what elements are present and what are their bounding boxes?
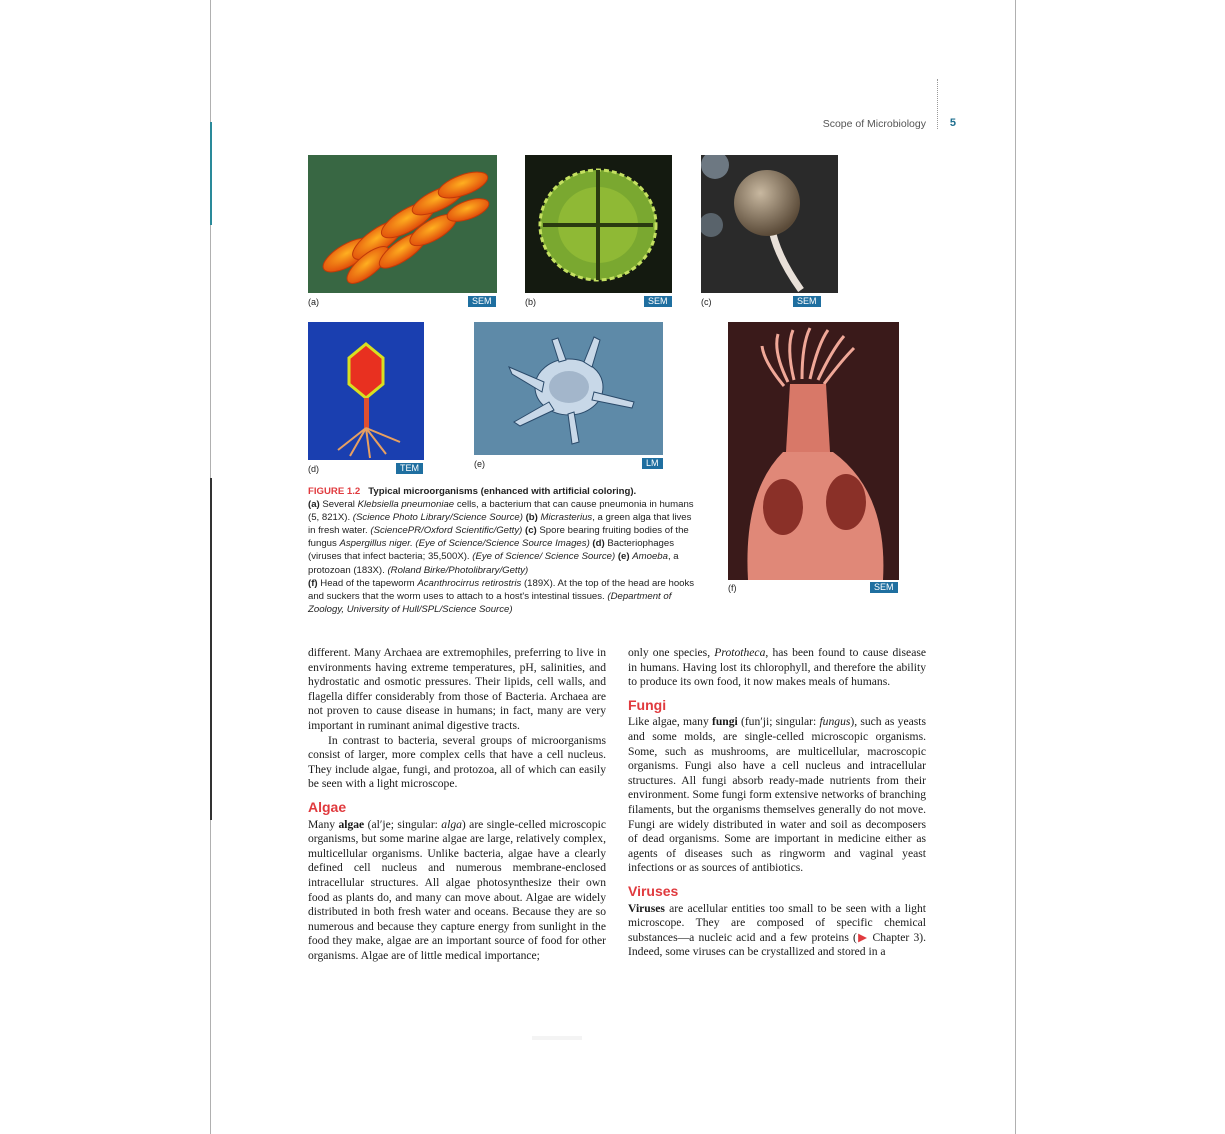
figure-a-image	[308, 155, 497, 293]
page-tab-marker	[210, 122, 212, 225]
figure-a-badge: SEM	[468, 296, 496, 307]
figure-e-badge: LM	[642, 458, 663, 469]
paragraph	[628, 715, 926, 876]
page-right-edge	[1015, 0, 1016, 1134]
section-title: Scope of Microbiology	[822, 118, 926, 130]
page-number: 5	[949, 117, 956, 129]
figure-b-label: (b)	[525, 297, 536, 307]
caption-species: Acanthrocirrus retirostris	[417, 577, 522, 589]
section-heading-algae: Algae	[308, 798, 347, 815]
text-run: ), such as yeasts and some molds, are single-celled microscopic organisms. Some, such as mushrooms, are multicellular, macroscopic organisms. Fungi also have a cell nucleus and intracellular structures. All fungi absorb ready-made nutrients from their environment. Some fungi form extensive networks of branching filaments, but the organisms themselves generally do not move. Fungi are widely distributed in water and soil as decomposers of dead organisms. Some are important in medicine either as agents of diseases such as ringworm and vaginal yeast infections or as sources of antibiotics.	[628, 715, 926, 875]
text-run: (al′je; singular:	[364, 817, 442, 831]
section-heading-fungi: Fungi	[628, 696, 667, 713]
figure-b-badge: SEM	[644, 296, 672, 307]
figure-e-label: (e)	[474, 459, 485, 469]
chapter-reference[interactable]: Chapter 3	[868, 930, 920, 944]
text-run: are acellular entities too small to be seen with a light microscope. They are composed of specific chemical substances—a nucleic acid and a few proteins (	[628, 901, 926, 944]
figure-number: FIGURE 1.2	[308, 486, 361, 497]
caption-credit: (Eye of Science/ Science Source)	[472, 551, 616, 563]
figure-caption	[308, 485, 698, 616]
figure-c-image	[701, 155, 838, 293]
paragraph	[628, 646, 926, 690]
body-column-left	[308, 646, 606, 963]
figure-f-image	[728, 322, 899, 580]
species-name: Prototheca	[714, 646, 766, 659]
section-heading-viruses: Viruses	[628, 882, 679, 899]
caption-tag-b: (b)	[522, 512, 541, 524]
text-run: , has been found to cause disease in humans. Having lost its chlorophyll, and therefore the ability to produce its own food, it now makes meals of humans.	[628, 646, 926, 689]
figure-b-image	[525, 155, 672, 293]
paragraph: In contrast to bacteria, several groups of microorganisms consist of larger, more complex cells that have a cell nucleus. They include algae, fungi, and protozoa, all of which can easily be seen with a light microscope.	[308, 733, 606, 791]
figure-f-badge: SEM	[870, 582, 898, 593]
singular-term: alga	[441, 817, 462, 831]
caption-text: Several	[319, 499, 358, 511]
text-run: ). Indeed, some viruses can be crystallized and stored in a	[628, 930, 927, 959]
caption-text: Bacteriophages (viruses that infect bacteria; 35,500X).	[308, 538, 675, 563]
caption-tag-d: (d)	[589, 538, 608, 550]
paragraph: different. Many Archaea are extremophiles, preferring to live in environments having extreme temperatures, pH, salinities, and hydrostatic and osmotic pressures. Their lipids, cell walls, and flagella differ considerably from those of Bacteria. Archaea are not proven to cause disease in humans; in fact, many are very important in ruminant animal digestive tracts.	[308, 646, 606, 732]
page-binding-mark	[210, 478, 212, 820]
cross-reference-arrow-icon: ▶	[856, 930, 869, 944]
caption-text: Spore bearing fruiting bodies of the fungus	[308, 525, 689, 550]
figure-d-label: (d)	[308, 464, 319, 474]
paragraph	[308, 818, 606, 964]
caption-credit: (Roland Birke/Photolibrary/Getty)	[387, 564, 529, 576]
figure-d-image	[308, 322, 424, 460]
figure-title: Typical microorganisms (enhanced with artificial coloring).	[368, 486, 637, 497]
caption-credit: . (Eye of Science/Science Source Images)	[410, 538, 590, 550]
caption-text: (189X). At the top of the head are hooks and suckers that the worm uses to attach to a host's intestinal tissues.	[308, 577, 695, 602]
key-term: algae	[338, 817, 365, 831]
caption-credit: (Science Photo Library/Science Source)	[352, 512, 523, 524]
caption-text: , a protozoan (183X).	[308, 551, 679, 576]
figure-c-badge: SEM	[793, 296, 821, 307]
caption-tag-c: (c)	[522, 525, 540, 537]
caption-tag-e: (e)	[615, 551, 633, 563]
figure-d-badge: TEM	[396, 463, 423, 474]
figure-e-image	[474, 322, 663, 455]
caption-credit: (Department of Zoology, University of Hull/SPL/Science Source)	[308, 590, 672, 615]
figure-a-label: (a)	[308, 297, 319, 307]
caption-species: Micrasterius	[540, 512, 593, 524]
body-column-right	[628, 646, 926, 960]
caption-text: Head of the tapeworm	[317, 577, 418, 589]
text-run: only one species,	[628, 646, 715, 659]
header-divider	[937, 79, 938, 129]
text-run: (fun′ji; singular:	[737, 715, 820, 729]
paragraph	[628, 902, 926, 960]
scan-artifact	[532, 1036, 582, 1040]
singular-term: fungus	[819, 715, 851, 729]
caption-credit: (SciencePR/Oxford Scientific/Getty)	[370, 525, 523, 537]
key-term: fungi	[711, 715, 738, 729]
text-run: Many	[308, 817, 339, 831]
key-term: Viruses	[628, 901, 665, 915]
caption-species: Aspergillus niger	[339, 538, 411, 550]
caption-text: cells, a bacterium that can cause pneumonia in humans (5, 821X).	[308, 499, 694, 524]
caption-species: Amoeba	[632, 551, 668, 563]
text-run: ) are single-celled microscopic organisms, but some marine algae are large, relatively complex, multicellular organisms. Unlike bacteria, algae have a clearly defined cell nucleus and numerous membrane-enclosed intracellular structures. All algae photosynthesize their own food as plants do, and many can move about. Algae are widely distributed in both fresh water and oceans. Because they are so numerous and because they capture energy from sunlight in the food they make, algae are an important source of food for other organisms. Algae are of little medical importance;	[308, 817, 606, 962]
caption-tag-a: (a)	[308, 499, 320, 511]
text-run: Like algae, many	[628, 715, 712, 729]
caption-text: , a green alga that lives in fresh water.	[308, 512, 692, 537]
figure-c-label: (c)	[701, 297, 712, 307]
caption-species: Klebsiella pneumoniae	[357, 499, 455, 511]
running-header	[700, 117, 960, 133]
caption-tag-f: (f)	[308, 577, 318, 589]
figure-f-label: (f)	[728, 583, 737, 593]
